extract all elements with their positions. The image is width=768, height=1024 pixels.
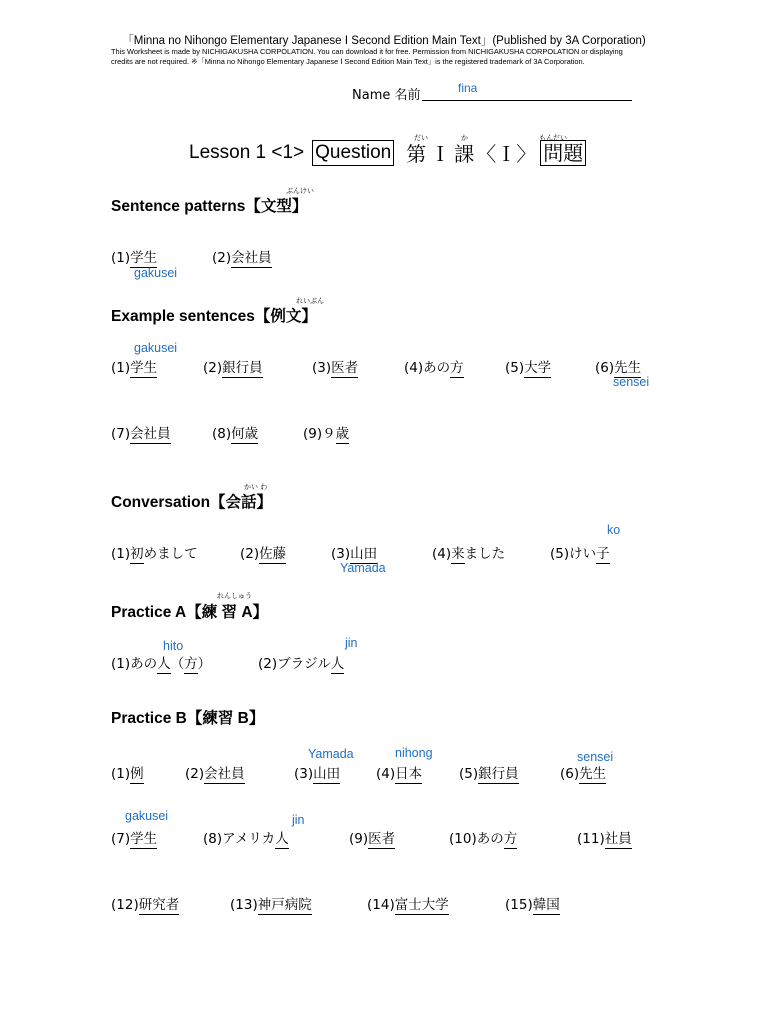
- underlined-word: 銀行員: [222, 360, 263, 376]
- es-item-8: (8)何歳: [212, 426, 259, 442]
- lesson-num: Ｉ: [430, 142, 451, 166]
- underlined-word: 人: [157, 656, 171, 672]
- underlined-word: 人: [275, 831, 289, 847]
- ruby-reibun: れいぶん: [296, 297, 324, 305]
- underlined-word: 神戸病院: [257, 897, 312, 913]
- pb-item-1: (1)例: [111, 766, 144, 782]
- pb-item-8: (8)アメリカ人: [203, 831, 289, 847]
- cv-item-4: (4)来ました: [432, 546, 506, 562]
- pb-item-15: (15)韓国: [505, 897, 560, 913]
- pb-item-5: (5)銀行員: [459, 766, 519, 782]
- worksheet-note-line-1: This Worksheet is made by NICHIGAKUSHA CORPOLATION. You can download it for free. Permission from NICHIGAKUSHA CORPOLATION or displaying: [111, 47, 623, 56]
- answer-pa2[interactable]: jin: [345, 636, 358, 650]
- section-conversation: Conversation【会話】: [111, 494, 273, 511]
- underlined-word: 研究者: [138, 897, 180, 913]
- underlined-word: 韓国: [532, 897, 560, 913]
- name-input[interactable]: fina: [458, 81, 478, 95]
- underlined-word: 会社員: [231, 250, 272, 266]
- es-item-9: (9)９歳: [303, 426, 350, 442]
- sp-item-2: (2)会社員: [212, 250, 272, 266]
- underlined-word: 方: [503, 831, 518, 847]
- es-item-3: (3)医者: [312, 360, 359, 376]
- underlined-word: 医者: [368, 831, 396, 847]
- pa-item-1: (1)あの人（方）: [111, 656, 212, 672]
- worksheet-note-line-2: credits are not required. ※「Minna no Nihongo Elementary Japanese Ⅰ Second Edition Main Text」is the registered trademark of 3A Corporation.: [111, 57, 585, 66]
- answer-pb7[interactable]: gakusei: [125, 809, 169, 823]
- cv-item-3: (3)山田: [331, 546, 378, 562]
- underlined-word: 社員: [604, 831, 632, 847]
- es-item-6: (6)先生: [595, 360, 642, 376]
- es-item-4: (4)あの方: [404, 360, 464, 376]
- answer-cv5[interactable]: ko: [607, 523, 621, 537]
- cv-item-2: (2)佐藤: [240, 546, 287, 562]
- underlined-word: 初: [130, 546, 144, 562]
- worksheet-source-title: 「Minna no Nihongo Elementary Japanese Ⅰ Second Edition Main Text」(Published by 3A Corporation): [122, 35, 646, 47]
- es-item-2: (2)銀行員: [203, 360, 263, 376]
- underlined-word: 何歳: [231, 426, 259, 442]
- answer-pb4[interactable]: nihong: [395, 746, 433, 760]
- underlined-word: 富士大学: [394, 897, 449, 913]
- underlined-word: 医者: [331, 360, 359, 376]
- pb-item-14: (14)富士大学: [367, 897, 449, 913]
- underlined-word: 会社員: [130, 426, 171, 442]
- underlined-word: 歳: [335, 426, 350, 442]
- lesson-title: [189, 138, 586, 167]
- underlined-word: 先生: [579, 766, 607, 782]
- underlined-word: 会社員: [204, 766, 245, 782]
- pb-item-4: (4)日本: [376, 766, 423, 782]
- underlined-word: 佐藤: [259, 546, 287, 562]
- pb-item-12: (12)研究者: [111, 897, 180, 913]
- ruby-renshuu: れんしゅう: [217, 592, 252, 600]
- ruby-ka: か: [461, 134, 468, 142]
- pb-item-7: (7)学生: [111, 831, 158, 847]
- cv-item-5: (5)けい子: [550, 546, 610, 562]
- underlined-word: 学生: [130, 250, 158, 266]
- underlined-word: 来: [451, 546, 465, 562]
- underlined-word: 例: [130, 766, 144, 782]
- lesson-num-bracket: 〈Ｉ〉: [476, 142, 537, 166]
- underlined-word: 方: [450, 360, 464, 376]
- underlined-word: 山田: [313, 766, 341, 782]
- answer-sp1[interactable]: gakusei: [134, 266, 178, 280]
- ruby-kaiwa: かい わ: [244, 483, 268, 491]
- answer-pb8[interactable]: jin: [292, 813, 305, 827]
- es-item-7: (7)会社員: [111, 426, 171, 442]
- ruby-bunkei: ぶんけい: [286, 187, 314, 195]
- section-practice-b: Practice B【練習 B】: [111, 710, 265, 727]
- ruby-dai: だい: [414, 134, 428, 142]
- underlined-word: 山田: [350, 546, 378, 562]
- answer-cv3[interactable]: Yamada: [340, 561, 386, 575]
- pb-item-10: (10)あの方: [449, 831, 518, 847]
- pb-item-11: (11)社員: [577, 831, 632, 847]
- answer-pb3[interactable]: Yamada: [308, 747, 354, 761]
- es-item-5: (5)大学: [505, 360, 552, 376]
- answer-es1[interactable]: gakusei: [134, 341, 178, 355]
- ruby-mondai: もんだい: [539, 134, 567, 142]
- pb-item-13: (13)神戸病院: [230, 897, 312, 913]
- underlined-word: 先生: [614, 360, 642, 376]
- lesson-ka: 課: [454, 142, 475, 166]
- pb-item-3: (3)山田: [294, 766, 341, 782]
- underlined-word: 子: [596, 546, 610, 562]
- lesson-mondai-box: 問題: [540, 140, 586, 166]
- answer-es6[interactable]: sensei: [613, 375, 650, 389]
- section-sentence-patterns: Sentence patterns【文型】: [111, 198, 308, 215]
- name-underline: [422, 100, 632, 101]
- lesson-dai: 第: [406, 142, 427, 166]
- underlined-word: 学生: [130, 360, 158, 376]
- underlined-word: 大学: [524, 360, 552, 376]
- pb-item-2: (2)会社員: [185, 766, 245, 782]
- es-item-1: (1)学生: [111, 360, 158, 376]
- underlined-word: 人: [330, 656, 345, 672]
- pb-item-9: (9)医者: [349, 831, 396, 847]
- question-word-box: Question: [312, 140, 394, 166]
- underlined-word: 学生: [130, 831, 158, 847]
- underlined-word: 方: [184, 656, 198, 672]
- pb-item-6: (6)先生: [560, 766, 607, 782]
- section-example-sentences: Example sentences【例文】: [111, 308, 317, 325]
- cv-item-1: (1)初めまして: [111, 546, 198, 562]
- section-practice-a: Practice A【練 習 A】: [111, 604, 269, 621]
- underlined-word: 銀行員: [478, 766, 519, 782]
- answer-pb6[interactable]: sensei: [577, 750, 614, 764]
- underlined-word: 日本: [395, 766, 423, 782]
- pa-item-2: (2)ブラジル人: [258, 656, 345, 672]
- name-label: Name 名前: [352, 88, 421, 103]
- sp-item-1: (1)学生: [111, 250, 158, 266]
- answer-pa1[interactable]: hito: [163, 639, 184, 653]
- lesson-prefix: Lesson 1 <1>: [189, 141, 305, 163]
